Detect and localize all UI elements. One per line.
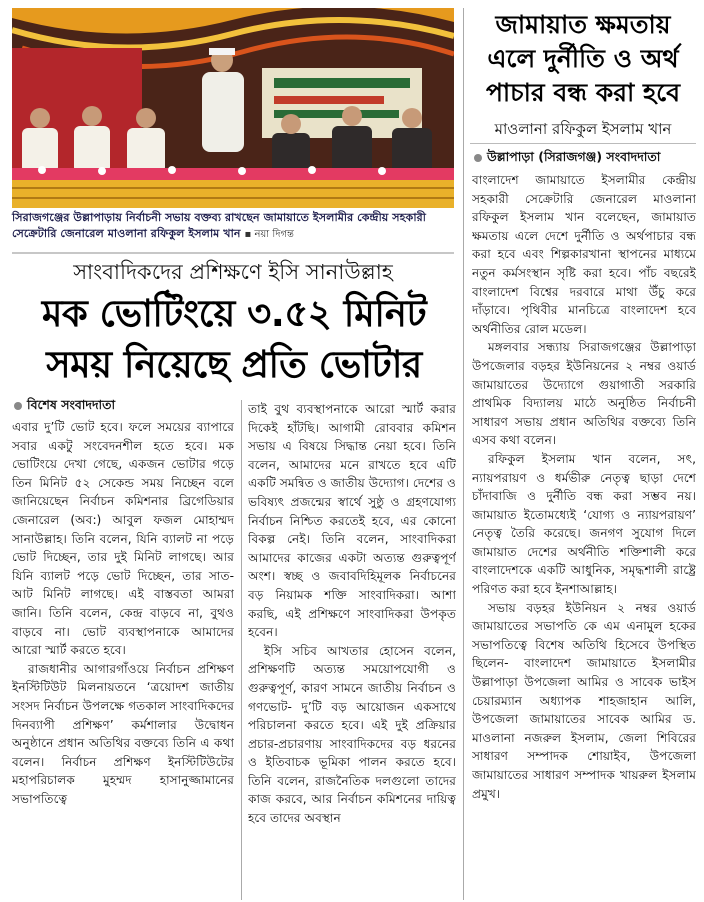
bullet-icon: [14, 402, 22, 410]
caption-divider: [12, 252, 454, 254]
photo-credit: [244, 229, 293, 240]
main-headline-line1: মক ভোটিংয়ে ৩.৫২ মিনিট: [41, 292, 427, 335]
side-divider: [470, 143, 696, 144]
main-kicker: সাংবাদিকদের প্রশিক্ষণে ইসি সানাউল্লাহ: [73, 260, 393, 284]
main-col2-paragraph: তাই বুথ ব্যবস্থাপনাকে আরো স্মার্ট করার দিকেই হাঁটছি। আগামী রোববার কমিশন সভায় এ বিষয়ে সিদ্ধান্ত নেয়া হবে। তিনি বলেন, আমাদের মনে রাখতে হবে এটি একটি সমন্বিত ও জাতীয় উদ্যোগ। দেশের ও ভবিষ্যৎ প্রজন্মের স্বার্থে সুষ্ঠু ও গ্রহণযোগ্য নির্বাচন নিশ্চিত করতেই হবে, এর কোনো বিকল্প নেই। তিনি বলেন, সাংবাদিকরা আমাদের কাজের একটা অত্যন্ত গুরুত্বপূর্ণ অংশ। স্বচ্ছ ও জবাবদিহিমূলক নির্বাচনের বড় নিয়ামক শক্তি সাংবাদিকরা। আশা করছি, এই প্রশিক্ষণে সাংবাদিকরা উপকৃত হবেন।: [248, 402, 456, 640]
side-paragraph: সভায় বড়হর ইউনিয়ন ২ নম্বর ওয়ার্ড জামায়াতের সভাপতি কে এম এনামুল হকের সভাপতিত্বে বিশেষ অতিথি হিসেবে উপস্থিত ছিলেন- বাংলাদেশ জামায়াতে ইসলামীর উল্লাপাড়া উপজেলা আমির ও সাবেক ভাইস চেয়ারম্যান অধ্যাপক শাহজাহান আলি, উপজেলা জামায়াতের সাবেক আমির ড. মাওলানা নজরুল ইসলাম, জেলা শিবিরের সাধারণ সম্পাদক শোয়াইব, উপজেলা জামায়াতের সাধারণ সম্পাদক খায়রুল ইসলাম প্রমুখ।: [472, 600, 696, 801]
photo-caption-text: সিরাজগঞ্জের উল্লাপাড়ায় নির্বাচনী সভায় বক্তব্য রাখছেন জামায়াতে ইসলামীর কেন্দ্রীয় সহকারী সেক্রেটারি জেনারেল মাওলানা রফিকুল ইসলাম খান: [12, 211, 426, 240]
bullet-icon: [474, 154, 482, 162]
photo-credit-text: নয়া দিগন্ত: [254, 229, 294, 240]
side-article-body: [472, 171, 696, 893]
side-dateline: [474, 149, 660, 169]
side-author: মাওলানা রফিকুল ইসলাম খান: [494, 120, 672, 138]
main-headline-line2: সময় নিয়েছে প্রতি ভোটার: [46, 343, 422, 386]
main-col2-paragraph: ইসি সচিব আখতার হোসেন বলেন, প্রশিক্ষণটি অত্যন্ত সময়োপযোগী ও গুরুত্বপূর্ণ, কারণ সামনে জাতীয় নির্বাচন ও গণভোট- দু’টি বড় আয়োজন একসাথে পরিচালনা করতে হবে। এই দুই প্রক্রিয়ার প্রচার-প্রচারণায় সাংবাদিকদের বড় ধরনের ও ইতিবাচক ভূমিকা পালন করতে হবে। তিনি বলেন, রাজনৈতিক দলগুলো তাদের কাজ করবে, আর নির্বাচন কমিশনের দায়িত্ব হবে তাদের অবস্থান: [248, 643, 456, 826]
rally-photo: [12, 8, 454, 208]
square-bullet-icon: ▪: [244, 229, 255, 240]
side-paragraph: বাংলাদেশ জামায়াতে ইসলামীর কেন্দ্রীয় সহকারী সেক্রেটারি জেনারেল মাওলানা রফিকুল ইসলাম খান বলেছেন, জামায়াত ক্ষমতায় এলে দেশে দুর্নীতি ও অর্থপাচার বন্ধ করা হবে এবং শিল্পকারখানা স্থাপনের মাধ্যমে নতুন কর্মসংস্থান সৃষ্টি করা হবে। পাঁচ বছরেই বাংলাদেশ বিশ্বের দরবারে মাথা উঁচু করে দাঁড়াবে। পৃথিবীর মানচিত্রে বাংলাদেশ হবে অর্থনীতির রোল মডেল।: [472, 173, 696, 336]
main-article-column-2: [248, 400, 456, 902]
side-headline: জামায়াত ক্ষমতায় এলে দুর্নীতি ও অর্থ পাচার বন্ধ করা হবে: [485, 10, 681, 107]
main-col1-paragraph: এবার দু’টি ভোট হবে। ফলে সময়ের ব্যাপারে সবার একটু সংবেদনশীল হতে হবে। মক ভোটিংয়ে দেখা গেছে, একজন ভোটার গড়ে তিন মিনিট ৫২ সেকেন্ড সময় নিচ্ছেন বলে জানিয়েছেন নির্বাচন কমিশনার ব্রিগেডিয়ার জেনারেল (অব:) আবুল ফজল মোহাম্মদ সানাউল্লাহ। তিনি বলেন, যিনি ব্যালট না পড়ে ভোট দিচ্ছেন, তার দুই মিনিট লাগছে। আর যিনি ব্যালট পড়ে ভোট দিচ্ছেন, তার সাত-আট মিনিট লাগছে। এই বাস্তবতা আমরা জানি। তিনি বলেন, কেন্দ্র বাড়বে না, বুথও বাড়বে না। ভোট ব্যবস্থাপনাকে আমাদের আরো স্মার্ট করতে হবে।: [12, 420, 234, 658]
column-divider: [241, 400, 242, 900]
main-byline-text: বিশেষ সংবাদদাতা: [27, 397, 116, 412]
main-article-column-1: [12, 418, 234, 902]
side-paragraph: রফিকুল ইসলাম খান বলেন, সৎ, ন্যায়পরায়ণ ও ধর্মভীরু নেতৃত্ব ছাড়া দেশে চাঁদাবাজি ও দুর্নীতি বন্ধ করা সম্ভব নয়। জামায়াত ইতোমধ্যেই ‘যোগ্য ও ন্যায়পরায়ণ’ নেতৃত্ব তৈরি করেছে। জনগণ সুযোগ দিলে জামায়াত দেশের অর্থনীতি শক্তিশালী করে বাংলাদেশকে একটি আধুনিক, সমৃদ্ধশালী রাষ্ট্রে পরিণত করা হবে ইনশাআল্লাহ।: [472, 451, 696, 597]
main-headline: [8, 288, 460, 390]
main-col1-paragraph: রাজধানীর আগারগাঁওয়ে নির্বাচন প্রশিক্ষণ ইনস্টিটিউট মিলনায়তনে ‘ত্রয়োদশ জাতীয় সংসদ নির্বাচন উপলক্ষে গতকাল সাংবাদিকদের দিনব্যাপী প্রশিক্ষণ’ কর্মশালার উদ্বোধন অনুষ্ঠানে প্রধান অতিথির বক্তব্যে তিনি এ কথা বলেন। নির্বাচন প্রশিক্ষণ ইনস্টিটিউটের মহাপরিচালক মুহম্মদ হাসানুজ্জামানের সভাপতিত্বে: [12, 661, 234, 806]
side-paragraph: মঙ্গলবার সন্ধ্যায় সিরাজগঞ্জের উল্লাপাড়া উপজেলার বড়হর ইউনিয়নের ২ নম্বর ওয়ার্ড জামায়াতের উদ্যোগে গুয়াগাতী সরকারি প্রাথমিক বিদ্যালয় মাঠে অনুষ্ঠিত নির্বাচনী সাধারণ সভায় প্রধান অতিথির বক্তব্যে তিনি এসব কথা বলেন।: [472, 340, 696, 448]
main-byline: [14, 397, 115, 417]
photo-caption: [12, 210, 454, 250]
side-dateline-text: উল্লাপাড়া (সিরাজগঞ্জ) সংবাদদাতা: [487, 149, 661, 164]
rally-photo-illustration: [12, 8, 454, 208]
section-divider: [463, 8, 464, 900]
